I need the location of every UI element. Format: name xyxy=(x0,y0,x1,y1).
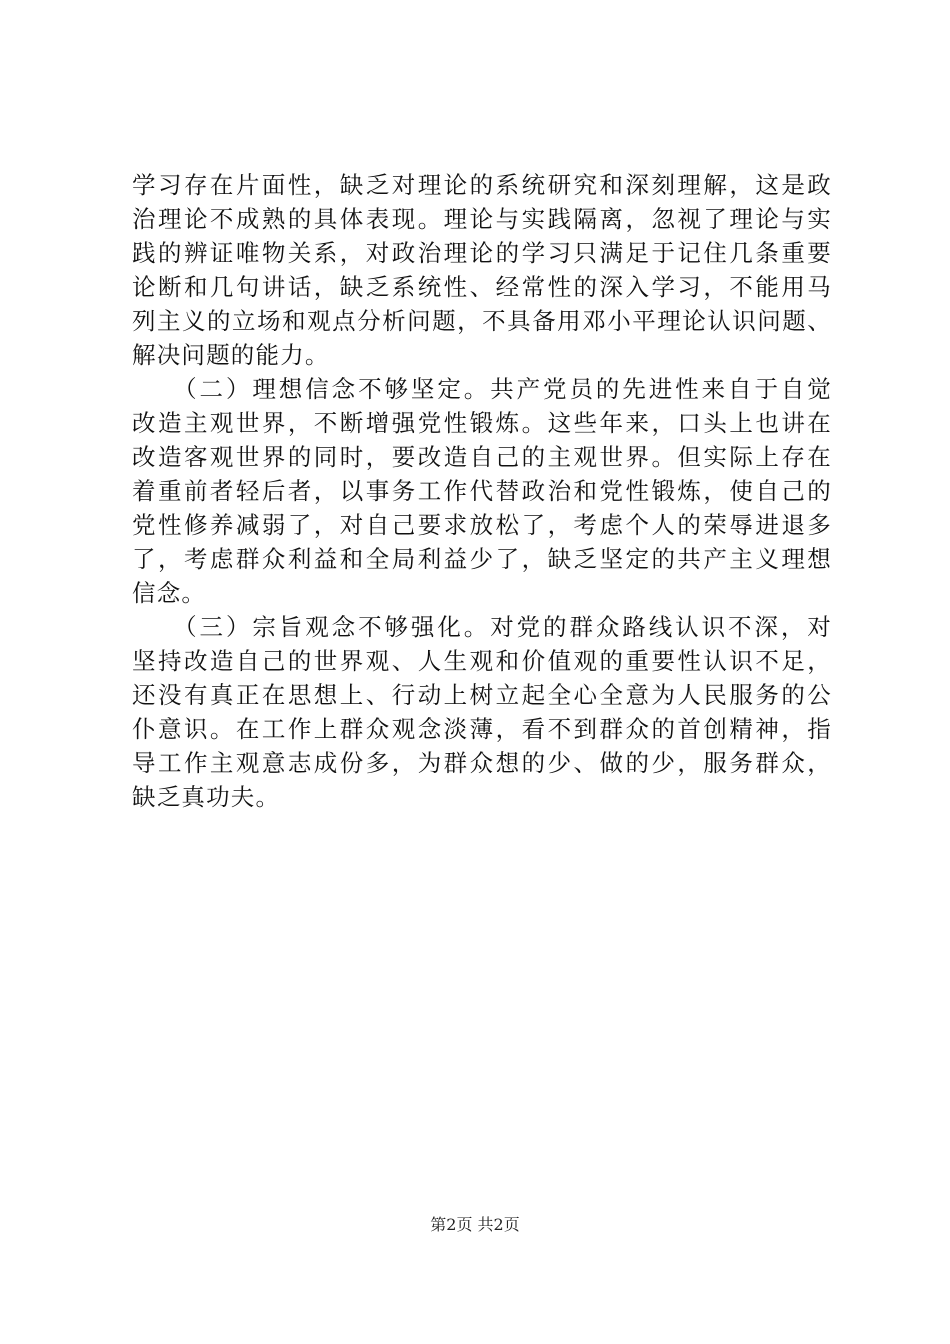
text-line: 践的辨证唯物关系，对政治理论的学习只满足于记住几条重要 xyxy=(132,239,832,267)
text-line: 治理论不成熟的具体表现。理论与实践隔离，忽视了理论与实 xyxy=(132,205,832,233)
text-line: 了，考虑群众利益和全局利益少了，缺乏坚定的共产主义理想 xyxy=(132,545,832,573)
text-line: 坚持改造自己的世界观、人生观和价值观的重要性认识不足， xyxy=(132,647,832,675)
text-line: 还没有真正在思想上、行动上树立起全心全意为人民服务的公 xyxy=(132,681,832,709)
text-line: 着重前者轻后者，以事务工作代替政治和党性锻炼，使自己的 xyxy=(132,477,832,505)
text-line: 解决问题的能力。 xyxy=(132,341,330,369)
text-line: 改造客观世界的同时，要改造自己的主观世界。但实际上存在 xyxy=(132,443,832,471)
text-line: （二）理想信念不够坚定。共产党员的先进性来自于自觉 xyxy=(132,375,832,403)
text-line: 缺乏真功夫。 xyxy=(132,783,281,811)
text-line: 改造主观世界，不断增强党性锻炼。这些年来，口头上也讲在 xyxy=(132,409,832,437)
text-line: 党性修养减弱了，对自己要求放松了，考虑个人的荣辱进退多 xyxy=(132,511,832,539)
text-line: （三）宗旨观念不够强化。对党的群众路线认识不深，对 xyxy=(132,613,832,641)
text-line: 论断和几句讲话，缺乏系统性、经常性的深入学习，不能用马 xyxy=(132,273,832,301)
text-line: 导工作主观意志成份多，为群众想的少、做的少，服务群众， xyxy=(132,749,832,777)
text-line: 列主义的立场和观点分析问题，不具备用邓小平理论认识问题、 xyxy=(132,307,832,335)
document-body xyxy=(132,168,832,814)
text-line: 学习存在片面性，缺乏对理论的系统研究和深刻理解，这是政 xyxy=(132,171,832,199)
page-footer: 第2页 共2页 xyxy=(430,1215,520,1234)
text-line: 信念。 xyxy=(132,579,207,607)
text-line: 仆意识。在工作上群众观念淡薄，看不到群众的首创精神，指 xyxy=(132,715,832,743)
